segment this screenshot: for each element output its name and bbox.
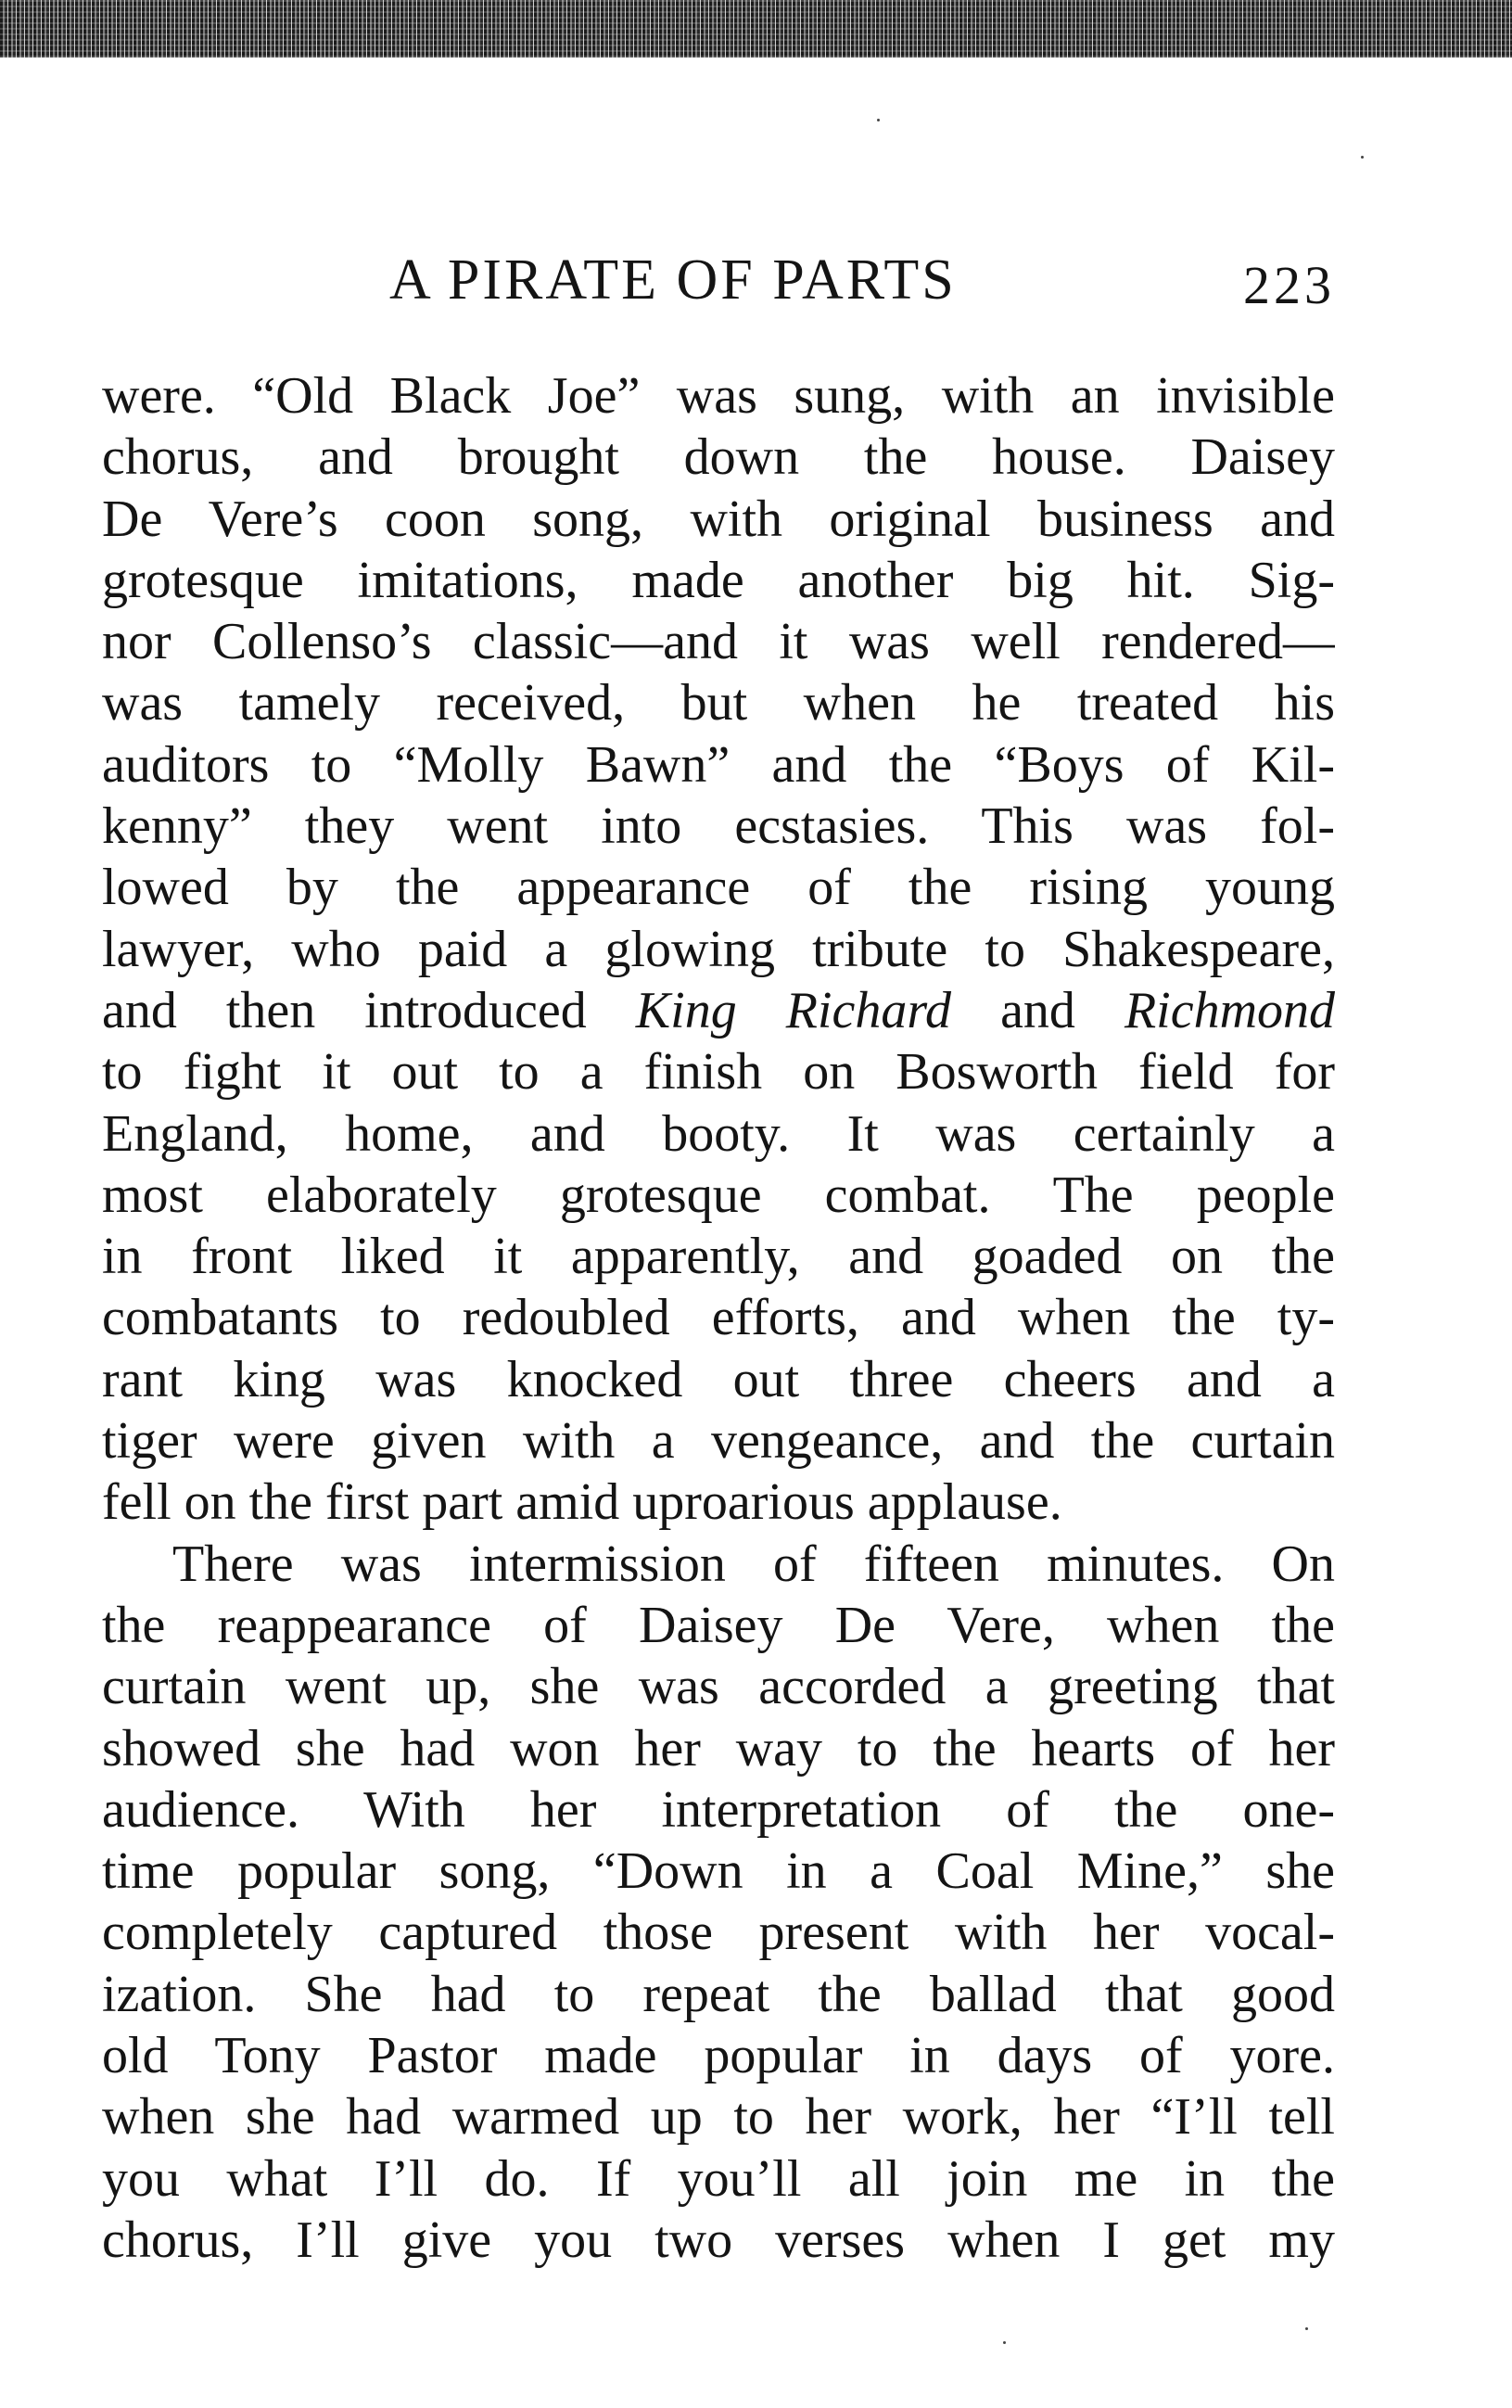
page-number: 223 [1243, 255, 1335, 315]
text-line: lowed by the appearance of the rising young [102, 859, 1335, 917]
italic-name-richmond: Richmond [1124, 981, 1335, 1039]
text-run: and then introduced [102, 981, 636, 1039]
text-line: showed she had won her way to the hearts of her [102, 1719, 1335, 1777]
paragraph-last-line: fell on the first part amid uproarious applause. [102, 1473, 1062, 1532]
text-line: combatants to redoubled efforts, and when the ty- [102, 1289, 1335, 1347]
text-line: most elaborately grotesque combat. The people [102, 1166, 1335, 1224]
text-line: ization. She had to repeat the ballad that good [102, 1965, 1335, 2023]
text-line: chorus, I’ll give you two verses when I get my [102, 2211, 1335, 2269]
scan-speck [1361, 156, 1364, 159]
text-line: when she had warmed up to her work, her “I’ll tell [102, 2088, 1335, 2147]
text-line-with-italics [102, 980, 1335, 1041]
text-run: and [951, 981, 1124, 1039]
body-text [102, 365, 1335, 2271]
text-line: to fight it out to a finish on Bosworth field for [102, 1043, 1335, 1102]
text-line: completely captured those present with her vocal- [102, 1904, 1335, 1962]
text-line: the reappearance of Daisey De Vere, when the [102, 1596, 1335, 1654]
text-line: time popular song, “Down in a Coal Mine,” she [102, 1842, 1335, 1901]
text-line: were. “Old Black Joe” was sung, with an invisible [102, 367, 1335, 425]
text-line: audience. With her interpretation of the one- [102, 1780, 1335, 1839]
text-line: you what I’ll do. If you’ll all join me in the [102, 2149, 1335, 2208]
running-head [102, 243, 1335, 317]
text-line: grotesque imitations, made another big hit. Sig- [102, 551, 1335, 609]
text-line: was tamely received, but when he treated his [102, 674, 1335, 733]
text-line: auditors to “Molly Bawn” and the “Boys of Kil- [102, 735, 1335, 794]
scan-speck [1003, 2341, 1006, 2344]
text-line: curtain went up, she was accorded a greeting that [102, 1658, 1335, 1716]
text-line: nor Collenso’s classic—and it was well rendered— [102, 613, 1335, 671]
paragraph-first-line: There was intermission of fifteen minutes. On [172, 1535, 1335, 1593]
scan-speck [1305, 2327, 1308, 2330]
text-line: in front liked it apparently, and goaded on the [102, 1228, 1335, 1286]
scan-edge-band [0, 0, 1512, 57]
text-line: old Tony Pastor made popular in days of yore. [102, 2027, 1335, 2085]
text-line: kenny” they went into ecstasies. This was fol- [102, 797, 1335, 856]
text-line: England, home, and booty. It was certainly a [102, 1104, 1335, 1163]
running-title: A PIRATE OF PARTS [389, 248, 957, 312]
text-line: tiger were given with a vengeance, and the curtain [102, 1412, 1335, 1471]
text-line: De Vere’s coon song, with original business and [102, 490, 1335, 548]
text-line: rant king was knocked out three cheers and a [102, 1350, 1335, 1408]
scan-speck [877, 119, 880, 121]
text-line: chorus, and brought down the house. Daisey [102, 428, 1335, 487]
text-line: lawyer, who paid a glowing tribute to Shakespeare, [102, 920, 1335, 978]
italic-name-king-richard: King Richard [635, 981, 952, 1039]
